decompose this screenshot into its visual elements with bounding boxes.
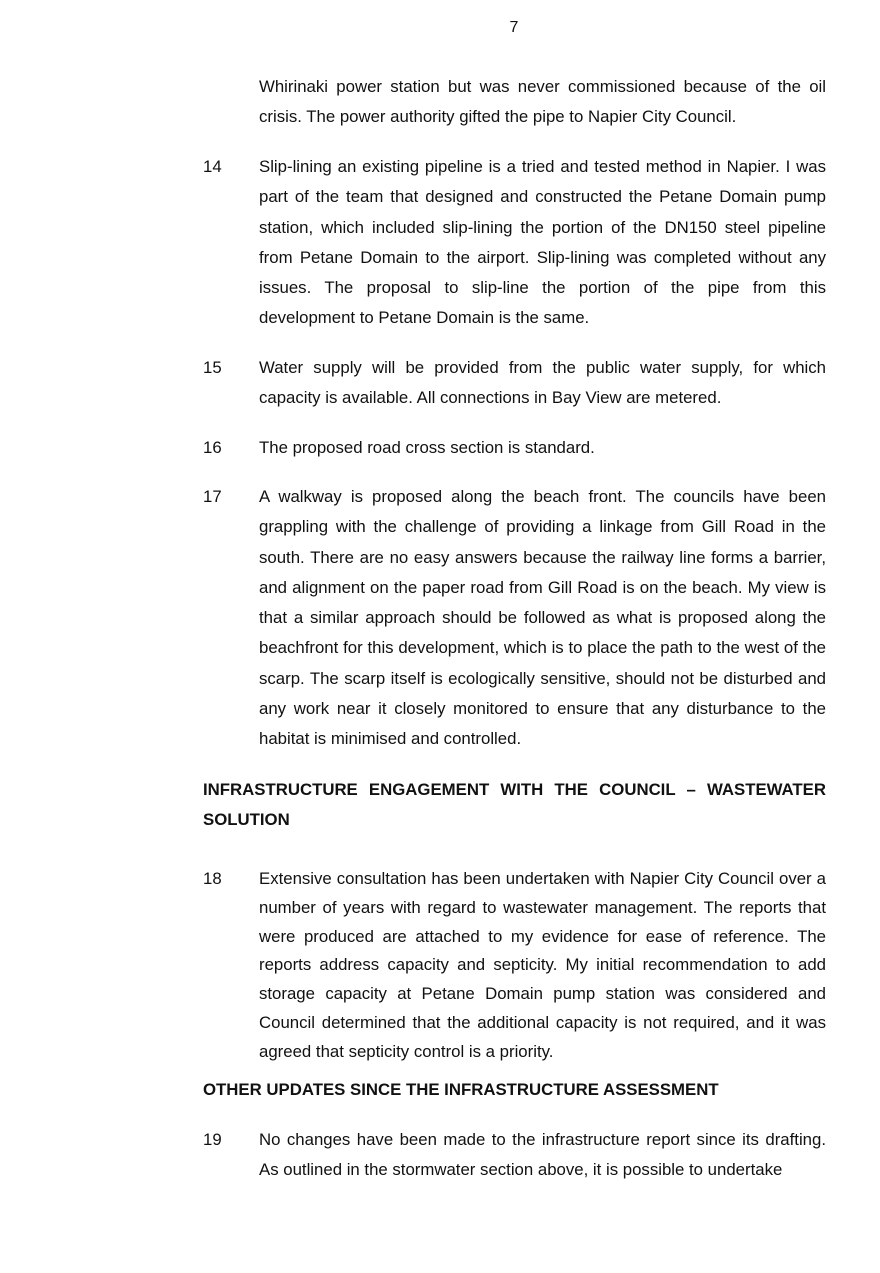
paragraph-18: Extensive consultation has been undertaken with Napier City Council over a number of years with regard to wastewater management. The reports that were produced are attached to my evidence for ease of reference. The reports address capacity and septicity. My initial recommendation to add storage capacity at Petane Domain pump station was considered and Council determined that the additional capacity is not required, and it was agreed that septicity control is a priority. (259, 869, 826, 1061)
page-number: 7 (509, 19, 519, 36)
paragraph-continuation: Whirinaki power station but was never commissioned because of the oil crisis. The power authority gifted the pipe to Napier City Council. (259, 77, 826, 127)
paragraph-number-17: 17 (203, 487, 222, 506)
paragraph-number-18: 18 (203, 869, 222, 888)
paragraph-number-19: 19 (203, 1130, 222, 1149)
paragraph-14: Slip-lining an existing pipeline is a tried and tested method in Napier. I was part of the team that designed and constructed the Petane Domain pump station, which included slip-lining the portion of the DN150 steel pipeline from Petane Domain to the airport. Slip-lining was completed without any issues. The proposal to slip-line the portion of the pipe from this development to Petane Domain is the same. (259, 157, 826, 328)
paragraph-15: Water supply will be provided from the public water supply, for which capacity is available. All connections in Bay View are metered. (259, 358, 826, 408)
paragraph-number-15: 15 (203, 358, 222, 377)
paragraph-17: A walkway is proposed along the beach front. The councils have been grappling with the challenge of providing a linkage from Gill Road in the south. There are no easy answers because the railway line forms a barrier, and alignment on the paper road from Gill Road is on the beach. My view is that a similar approach should be followed as what is proposed along the beachfront for this development, which is to place the path to the west of the scarp. The scarp itself is ecologically sensitive, should not be disturbed and any work near it closely monitored to ensure that any disturbance to the habitat is minimised and controlled. (259, 487, 826, 749)
paragraph-number-14: 14 (203, 157, 222, 176)
paragraph-19: No changes have been made to the infrastructure report since its drafting. As outlined in the stormwater section above, it is possible to undertake (259, 1130, 826, 1180)
section-heading-other-updates: OTHER UPDATES SINCE THE INFRASTRUCTURE ASSESSMENT (203, 1080, 719, 1099)
section-heading-wastewater: INFRASTRUCTURE ENGAGEMENT WITH THE COUNCIL – WASTEWATER SOLUTION (203, 780, 826, 830)
paragraph-number-16: 16 (203, 438, 222, 457)
paragraph-16: The proposed road cross section is standard. (259, 438, 595, 457)
